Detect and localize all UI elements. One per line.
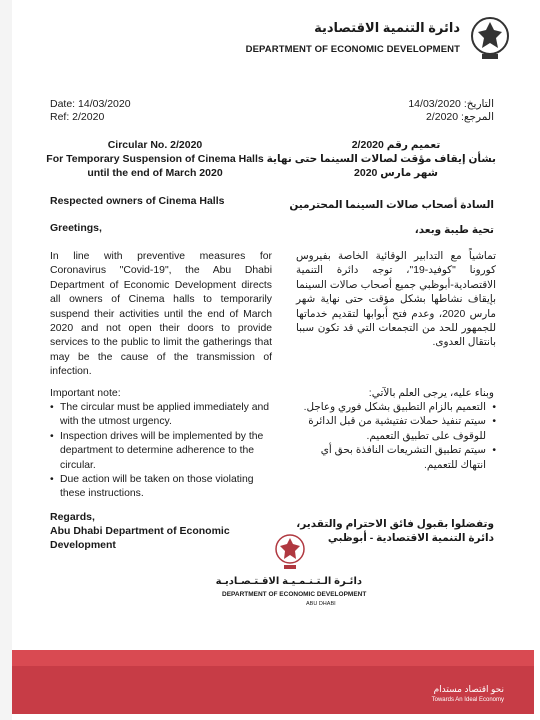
important-note-heading-en: Important note: bbox=[50, 387, 121, 399]
list-item: • التعميم بالزام التطبيق بشكل فوري وعاجل. bbox=[296, 401, 496, 415]
falcon-emblem-icon bbox=[468, 14, 512, 62]
list-item: • Due action will be taken on those violating these instructions. bbox=[50, 473, 274, 502]
circular-title-en: Circular No. 2/2020 bbox=[107, 139, 203, 151]
closing-signature-en-2: Development bbox=[50, 539, 116, 551]
closing-signature-en-1: Abu Dhabi Department of Economic bbox=[50, 525, 230, 537]
important-note-list-en bbox=[50, 401, 274, 502]
important-note-list-ar bbox=[296, 401, 496, 473]
list-item: • The circular must be applied immediately and with the utmost urgency. bbox=[50, 401, 274, 430]
closing-regards-en: Regards, bbox=[50, 511, 95, 523]
falcon-emblem-footer-icon bbox=[273, 532, 307, 572]
list-item: • سيتم تنفيذ حملات تفتيشية من قبل الدائرة للوقوف على تطبيق التعميم. bbox=[296, 415, 496, 444]
letterhead-arabic-name: دائرة التنمية الاقتصادية bbox=[314, 20, 460, 35]
list-item: • Inspection drives will be implemented by the department to determine adherence to the circular. bbox=[50, 430, 274, 473]
important-note-heading-ar: وبناء عليه، يرجى العلم بالآتي: bbox=[368, 387, 494, 399]
body-paragraph-en: In line with preventive measures for Coronavirus "Covid-19", the Abu Dhabi Department of Economic Development directs all owners of Cinema halls to temporarily suspend their activities until the end of March 2020 and not open their doors to provide services to the public to limit the gatherings that may be the cause of the transmission of infection. bbox=[50, 251, 272, 378]
circular-subtitle-en-2: until the end of March 2020 bbox=[87, 167, 223, 179]
footer-english-name: DEPARTMENT OF ECONOMIC DEVELOPMENT bbox=[222, 591, 367, 598]
addressee-ar: السادة أصحاب صالات السينما المحترمين bbox=[289, 199, 494, 211]
footer-band bbox=[12, 650, 534, 666]
circular-title-ar: تعميم رقم 2/2020 bbox=[351, 139, 441, 151]
ref-en: Ref: 2/2020 bbox=[50, 111, 105, 123]
tagline-ar: نحو اقتصاد مستدام bbox=[433, 684, 504, 694]
letterhead bbox=[212, 14, 512, 62]
greeting-en: Greetings, bbox=[50, 222, 102, 234]
letterhead-english-name: DEPARTMENT OF ECONOMIC DEVELOPMENT bbox=[245, 44, 460, 55]
closing-signature-ar: دائرة التنمية الاقتصادية - أبوظبي bbox=[327, 532, 494, 544]
footer-arabic-name: دائـرة الـتـنـمـيـة الاقـتـصـاديـة bbox=[215, 576, 362, 587]
circular-subtitle-ar-1: بشأن إيقاف مؤقت لصالات السينما حتى نهاية bbox=[266, 153, 496, 165]
date-en: Date: 14/03/2020 bbox=[50, 98, 131, 110]
footer-city: ABU DHABI bbox=[306, 601, 336, 607]
tagline-en: Towards An Ideal Economy bbox=[431, 697, 504, 703]
closing-regards-ar: وتفضلوا بقبول فائق الاحترام والتقدير، bbox=[296, 518, 494, 530]
list-item: • سيتم تطبيق التشريعات النافذة بحق أي انتهاك للتعميم. bbox=[296, 444, 496, 473]
addressee-en: Respected owners of Cinema Halls bbox=[50, 195, 225, 207]
body-paragraph-ar: تماشياً مع التدابير الوقائية الخاصة بفيروس كورونا "كوفيد-19"، توجه دائرة التنمية الاقتصادية-أبوظبي جميع أصحاب صالات السينما بإيقاف نشاطها بشكل مؤقت حتى نهاية شهر مارس 2020، وعدم فتح أبوابها لتقديم خدماتها للجمهور للحد من التجمعات التي قد تكون سببا بانتقال العدوى. bbox=[296, 251, 497, 349]
page-edge-shadow bbox=[0, 0, 12, 720]
date-ar: التاريخ: 14/03/2020 bbox=[408, 98, 494, 110]
circular-subtitle-en-1: For Temporary Suspension of Cinema Halls bbox=[46, 153, 264, 165]
ref-ar: المرجع: 2/2020 bbox=[425, 111, 494, 123]
greeting-ar: تحية طيبة وبعد، bbox=[414, 224, 494, 236]
circular-subtitle-ar-2: شهر مارس 2020 bbox=[354, 167, 438, 179]
